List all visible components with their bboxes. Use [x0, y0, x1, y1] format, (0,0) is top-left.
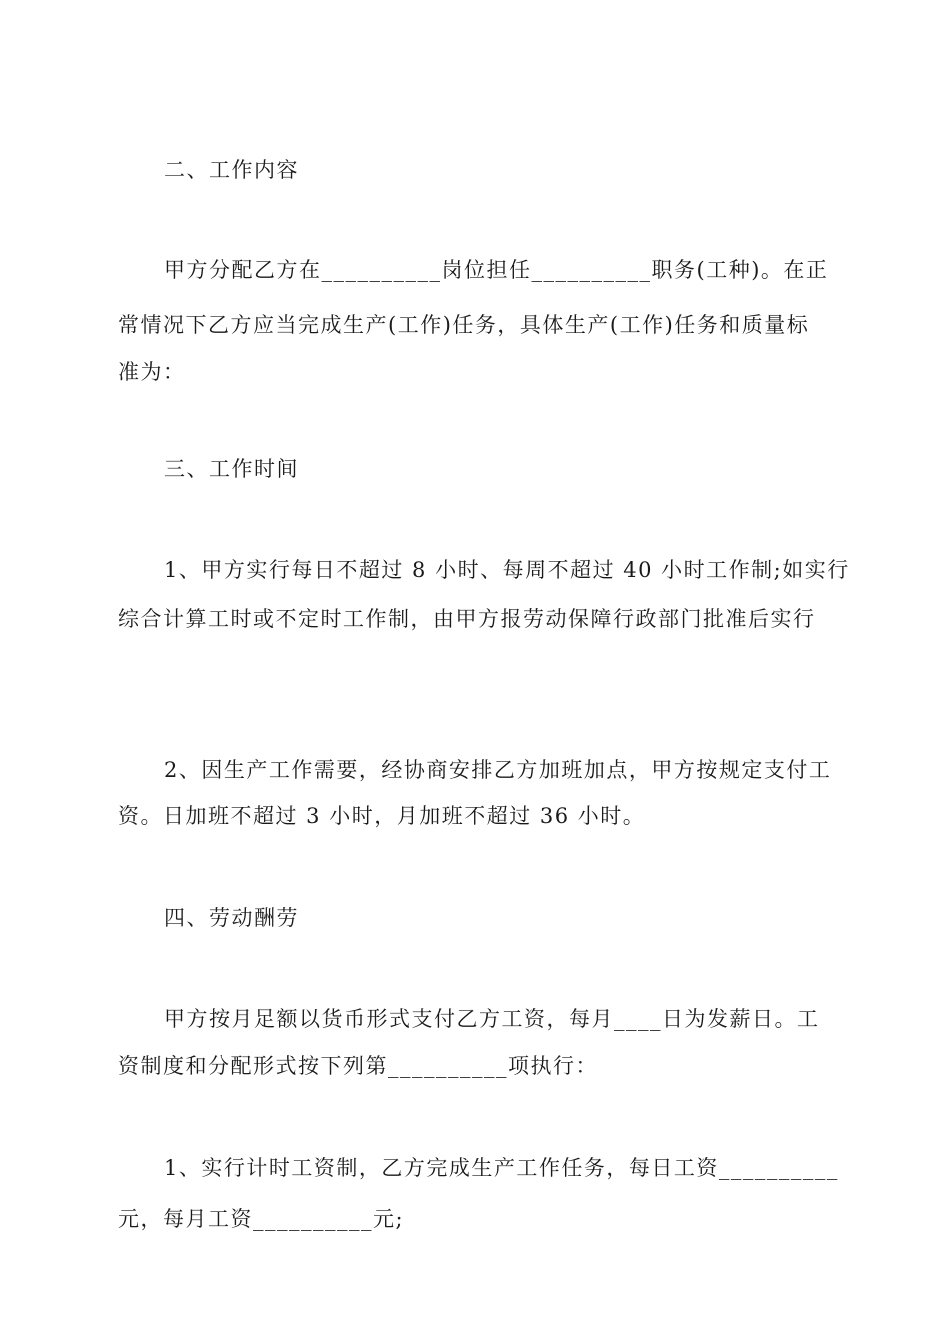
- paragraph-line: 1、实行计时工资制，乙方完成生产工作任务，每日工资__________: [164, 1156, 839, 1180]
- paragraph-line: 甲方分配乙方在__________岗位担任__________职务(工种)。在正: [164, 258, 829, 282]
- paragraph-line: 资。日加班不超过 3 小时，月加班不超过 36 小时。: [118, 804, 646, 828]
- paragraph-line: 甲方按月足额以货币形式支付乙方工资，每月____日为发薪日。工: [164, 1007, 820, 1031]
- paragraph-line: 1、甲方实行每日不超过 8 小时、每周不超过 40 小时工作制;如实行: [164, 558, 850, 582]
- section-heading-labor-pay: 四、劳动酬劳: [164, 906, 299, 930]
- paragraph-line: 准为：: [118, 360, 186, 384]
- paragraph-line: 资制度和分配形式按下列第__________项执行：: [118, 1054, 598, 1078]
- paragraph-line: 常情况下乙方应当完成生产(工作)任务，具体生产(工作)任务和质量标: [118, 313, 810, 337]
- section-heading-work-time: 三、工作时间: [164, 457, 299, 481]
- paragraph-line: 元，每月工资__________元;: [118, 1207, 405, 1231]
- section-heading-work-content: 二、工作内容: [164, 158, 299, 182]
- paragraph-line: 2、因生产工作需要，经协商安排乙方加班加点，甲方按规定支付工: [164, 758, 832, 782]
- paragraph-line: 综合计算工时或不定时工作制，由甲方报劳动保障行政部门批准后实行: [118, 607, 816, 631]
